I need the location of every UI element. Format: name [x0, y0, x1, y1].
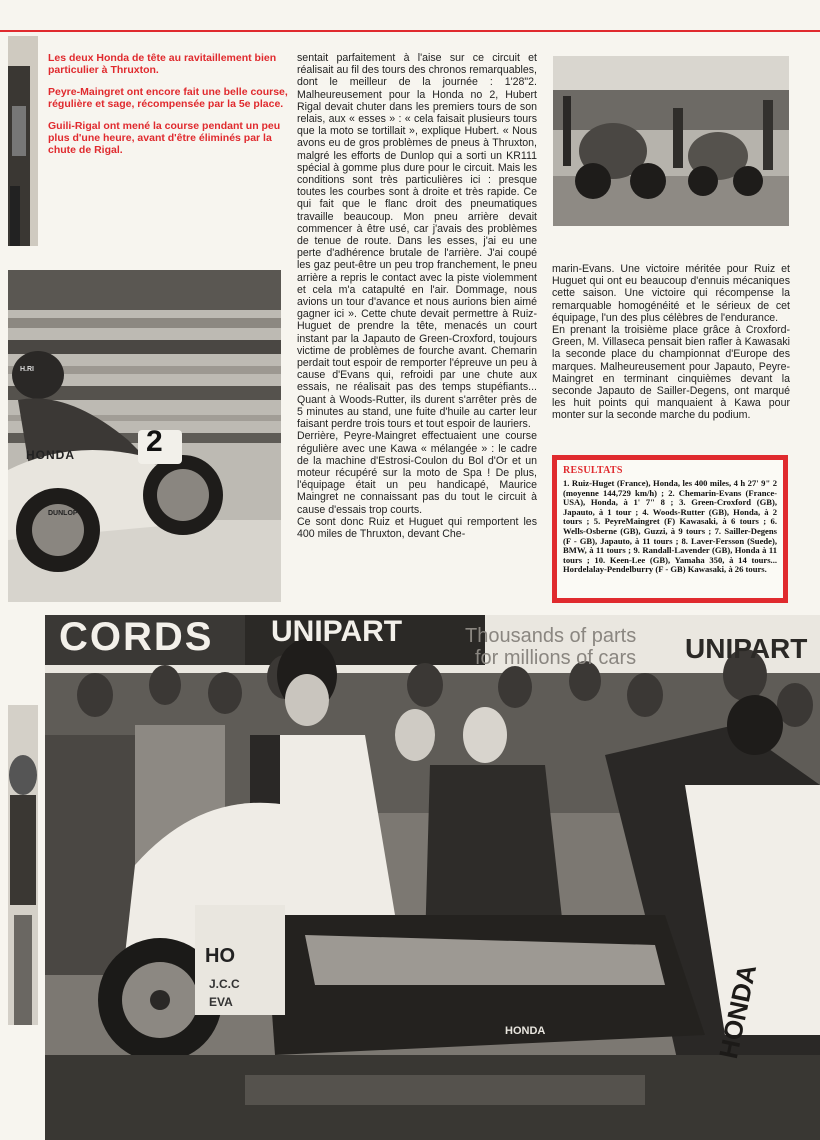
results-box [552, 455, 788, 603]
left-edge-photo-top [8, 36, 38, 246]
article-column-2 [552, 263, 790, 453]
results-title: RESULTATS [563, 465, 623, 476]
podium-celebration-photo [45, 615, 820, 1140]
rider-number: 2 [146, 425, 163, 458]
left-edge-photo-bottom [8, 705, 38, 1025]
photo-captions [48, 52, 288, 166]
article-paragraph: marin-Evans. Une victoire méritée pour Ruiz et Huguet qui ont eu beaucoup d'ennuis mécaniques cette saison. Une victoire qui récompense la remarquable homogénéité et le sérieux de cet équipage, l'un des plus célèbres de l'endurance. [552, 263, 790, 324]
banner-unipart-right: UNIPART [685, 633, 808, 664]
banner-left-text: CORDS [59, 615, 214, 659]
rider-fairing-label: HONDA [26, 448, 75, 462]
banner-unipart-text: UNIPART [271, 615, 403, 648]
article-paragraph: Derrière, Peyre-Maingret effectuaient une course régulière avec une Kawa « mélangée » : le cadre de la machine d'Estrosi-Coulon du Bol d'Or et un moteur récupéré sur la moto de Spa ! De plus, l'équipage était un peu handicapé, Maurice Maingret ne connaissant pas du tout le circuit à cause d'essais trop courts. [297, 430, 537, 516]
article-paragraph: Ce sont donc Ruiz et Huguet qui remportent les 400 miles de Thruxton, devant Che- [297, 515, 537, 540]
racer-photo [8, 270, 281, 602]
fairing-text-2: J.C.C [209, 977, 240, 991]
caption-2: Peyre-Maingret ont encore fait une belle course, régulière et sage, récompensée par la 5e place. [48, 86, 288, 110]
article-column-1 [297, 52, 537, 607]
fairing-text-3: EVA [209, 995, 233, 1009]
top-red-rule [0, 30, 820, 32]
fairing-text-1: HO [205, 945, 235, 967]
article-paragraph: En prenant la troisième place grâce à Croxford-Green, M. Villaseca pensait bien rafler à Kawasaki la seconde place du championnat d'Europe des marques. Malheureusement pour Japauto, Peyre-Maingret en terminant cinquièmes devant la seconde Japauto de Sailler-Degens, ont marqué les huit points qui manquaient à Kawa pour monter sur la seconde marche du podium. [552, 324, 790, 422]
article-paragraph: sentait parfaitement à l'aise sur ce circuit et réalisait au fil des tours des chronos remarquables, dont le meilleur de la journée : 1'28"2. Malheureusement pour la Honda no 2, Hubert Rigal devait chuter dans les premiers tours de son relais, aux « esses » : « cela faisait plusieurs tours que la moto se tortillait », explique Hubert. « Nous avons eu de gros problèmes de pneus à Thruxton, malgré les efforts de Dunlop qui a sorti un KR111 spécial à gomme plus dure pour le circuit. Mais les conditions sont très particulières ici : presque toutes les courbes sont à droite et très rapide. Ce qui fait que le flanc droit des pneumatiques travaille beaucoup. Mon pneu arrière devait commencer à être usé, car j'avais des problèmes de tenue de route. Dans les esses, j'ai eu une perte d'adhérence brutale de l'arrière. J'ai coupé les gaz peut-être un peu trop franchement, le pneu arrière a repris le contact avec la piste violemment et cela m'a catapulté en l'air. Dommage, nous avions un tour d'avance et nous aurions bien aimé gagner ici ». Cette chute devait permettre à Ruiz-Huguet de prendre la tête, menacés un court instant par la Japauto de Green-Croxford, toujours victime de problèmes de fourche avant. Chemarin perdait tout espoir de remporter l'épreuve un peu à cause d'Evans qui, refroidi par une chute aux essais, ne réalisait pas des temps stupéfiants... Quant à Woods-Rutter, ils durent s'arrêter près de 5 minutes au stand, une fuite d'huile au carter leur faisant perdre trois tours et tout espoir de lauriers. [297, 52, 537, 431]
banner-slogan-line1: Thousands of parts [465, 625, 637, 647]
bike-tank-text: HONDA [505, 1025, 546, 1037]
suit-brand-text: HONDA [713, 961, 763, 1062]
results-text: 1. Ruiz-Huget (France), Honda, les 400 miles, 4 h 27' 9" 2 (moyenne 144,729 km/h) ; 2. Chemarin-Evans (France-USA), Honda, à 1' 7" 8 ; 3. Green-Croxford (GB), Japauto, à 1 tour ; 4. Woods-Rutter (GB), Honda, à 2 tours ; 5. PeyreMaingret (F) Kawasaki, à 6 tours ; 6. Wells-Osberne (GB), Guzzi, à 9 tours ; 7. Sailler-Degens (F - GB), Japauto, à 11 tours ; 8. Laver-Fersson (Suede), BMW, à 11 tours ; 9. Randall-Lavender (GB), Honda à 11 tours ; 10. Keen-Lee (GB), Yamaha 350, à 14 tours... Hordelalay-Pendelburry (F - GB) Kawasaki, à 26 tours. [563, 478, 777, 575]
caption-1: Les deux Honda de tête au ravitaillement bien particulier à Thruxton. [48, 52, 277, 76]
rider-sponsor-label: DUNLOP [48, 510, 78, 517]
banner-slogan-line2: for millions of cars [475, 647, 637, 669]
helmet-label: H.RI [20, 366, 34, 373]
caption-3: Guili-Rigal ont mené la course pendant un peu plus d'une heure, avant d'être éliminés par la chute de Rigal. [48, 120, 281, 156]
pit-stop-photo [553, 56, 789, 226]
